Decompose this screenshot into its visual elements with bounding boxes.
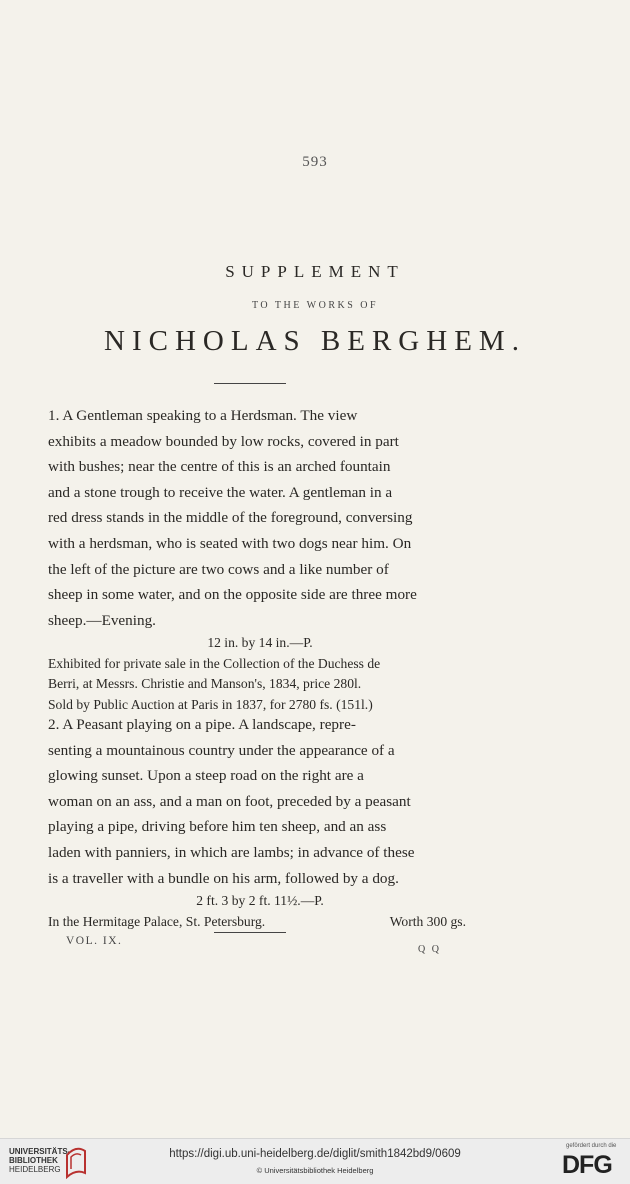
entry-1-line: the left of the picture are two cows and a like number of: [48, 560, 389, 578]
viewer-footer: [0, 1138, 630, 1184]
heading-rule: [214, 383, 286, 384]
entry-1: [48, 403, 472, 715]
entry-2-line: senting a mountainous country under the appearance of a: [48, 741, 395, 759]
entry-1-line: and a stone trough to receive the water. A gentleman in a: [48, 483, 393, 501]
signature-mark: Q Q: [418, 944, 441, 955]
entry-2-location-row: [48, 912, 472, 933]
entry-1-exhibited-cont: Berri, at Messrs. Christie and Manson's, 1834, price 280l.: [48, 676, 362, 692]
entry-1-line: 1. A Gentleman speaking to a Herdsman. The view: [48, 407, 358, 424]
entry-2-line: is a traveller with a bundle on his arm, followed by a dog.: [48, 869, 399, 887]
entry-2: [48, 712, 472, 932]
entry-1-exhibited: Exhibited for private sale in the Collection of the Duchess de: [48, 655, 381, 671]
entry-2-line: laden with panniers, in which are lambs; in advance of these: [48, 843, 415, 861]
library-name-3: HEIDELBERG: [9, 1165, 61, 1174]
entry-2-line: woman on an ass, and a man on foot, preceded by a peasant: [48, 792, 411, 810]
entry-1-line: sheep in some water, and on the opposite side are three more: [48, 586, 417, 604]
entry-1-line: exhibits a meadow bounded by low rocks, covered in part: [48, 432, 399, 450]
entry-2-dimensions: 2 ft. 3 by 2 ft. 11½.—P.: [196, 893, 324, 909]
entry-2-line: playing a pipe, driving before him ten sheep, and an ass: [48, 818, 387, 836]
entry-2-line: glowing sunset. Upon a steep road on the right are a: [48, 767, 364, 785]
artist-title: NICHOLAS BERGHEM.: [104, 325, 526, 357]
permalink-url[interactable]: https://digi.ub.uni-heidelberg.de/diglit/smith1842bd9/0609: [169, 1148, 461, 1160]
supplement-heading: SUPPLEMENT: [225, 262, 405, 281]
to-the-works-of: TO THE WORKS OF: [251, 300, 379, 311]
entry-1-line: with a herdsman, who is seated with two dogs near him. On: [48, 534, 412, 552]
entry-2-worth: Worth 300 gs.: [389, 913, 466, 929]
volume-label: VOL. IX.: [66, 935, 123, 947]
entry-1-line: with bushes; near the centre of this is an arched fountain: [48, 458, 391, 476]
funded-by-label: gefördert durch die: [566, 1143, 617, 1149]
page-number: 593: [302, 154, 328, 170]
entry-1-line: red dress stands in the middle of the foreground, conversing: [48, 509, 413, 527]
library-name-1: UNIVERSITÄTS-: [9, 1147, 71, 1156]
entry-1-line: sheep.—Evening.: [48, 611, 156, 629]
entry-2-location: In the Hermitage Palace, St. Petersburg.: [48, 913, 266, 929]
entry-1-dimensions: 12 in. by 14 in.—P.: [207, 635, 313, 651]
library-name-2: BIBLIOTHEK: [9, 1156, 58, 1165]
entry-1-sold: Sold by Public Auction at Paris in 1837, for 2780 fs. (151l.): [48, 696, 373, 712]
copyright-notice: © Universitätsbibliothek Heidelberg: [256, 1166, 374, 1175]
footer-rule: [214, 932, 286, 933]
entry-2-line: 2. A Peasant playing on a pipe. A landscape, repre-: [48, 716, 356, 733]
dfg-logo[interactable]: DFG: [562, 1151, 612, 1179]
